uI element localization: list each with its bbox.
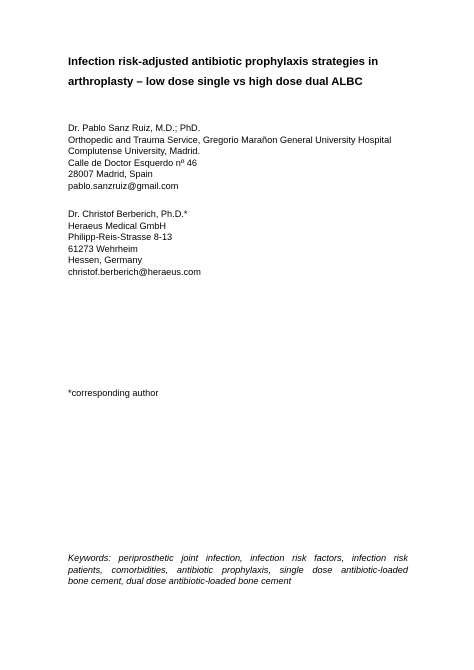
- author-name: Dr. Pablo Sanz Ruiz, M.D.; PhD.: [68, 123, 201, 133]
- author-name: Dr. Christof Berberich, Ph.D.*: [68, 209, 188, 219]
- author-institution: Complutense University, Madrid.: [68, 146, 201, 156]
- paper-title-line-2: arthroplasty – low dose single vs high dose dual ALBC: [68, 76, 363, 88]
- paper-title-line-1: Infection risk-adjusted antibiotic prophylaxis strategies in: [68, 56, 379, 68]
- author-block-berberich: [68, 209, 458, 278]
- keywords-line-2: patients, comorbidities, antibiotic prophylaxis, single dose antibiotic-loaded: [68, 564, 408, 575]
- keywords-line-3: bone cement, dual dose antibiotic-loaded bone cement: [68, 576, 292, 586]
- keywords-paragraph: [68, 553, 408, 588]
- author-region-country: Hessen, Germany: [68, 255, 143, 265]
- paper-title: [68, 52, 408, 92]
- author-city: 28007 Madrid, Spain: [68, 169, 153, 179]
- author-street: Philipp-Reis-Strasse 8-13: [68, 232, 173, 242]
- corresponding-author-note: *corresponding author: [68, 388, 159, 398]
- author-email: christof.berberich@heraeus.com: [68, 266, 201, 277]
- author-company: Heraeus Medical GmbH: [68, 220, 167, 231]
- author-block-sanz-ruiz: [68, 123, 458, 192]
- author-affiliation: Orthopedic and Trauma Service, Gregorio Marañon General University Hospital: [68, 134, 392, 145]
- author-email: pablo.sanzruiz@gmail.com: [68, 180, 179, 191]
- author-postal-city: 61273 Wehrheim: [68, 243, 138, 254]
- keywords-line-1: Keywords: periprosthetic joint infection, infection risk factors, infection risk: [68, 553, 408, 563]
- author-street: Calle de Doctor Esquerdo nº 46: [68, 157, 197, 168]
